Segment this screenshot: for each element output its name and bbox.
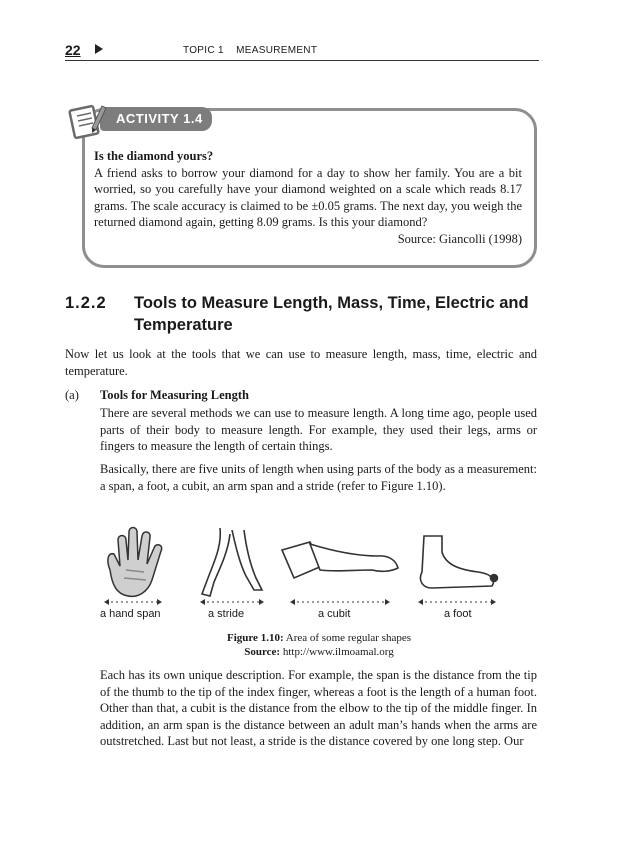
hand-illustration (108, 528, 162, 597)
activity-label: ACTIVITY 1.4 (116, 111, 203, 126)
header-topic: TOPIC 1 MEASUREMENT (183, 45, 318, 56)
paragraph-1: There are several methods we can use to measure length. A long time ago, people used parts of their body to measure length. For example, they used their legs, arms or fingers to measure the length of certain things. (100, 406, 537, 453)
item-label: (a) (65, 388, 79, 402)
section-title: Tools to Measure Length, Mass, Time, Electric and Temperature (134, 294, 529, 334)
activity-banner (100, 107, 212, 131)
paragraph-3: Each has its own unique description. For example, the span is the distance from the tip of the thumb to the tip of the index finger, whereas a foot is the length of a human foot. Other than that, a cubit is the distance from the elbow to the tip of the middle finger. In addition, an arm span is the distance between an adult man’s hands when the arms are outstretched. Last but not least, a stride is the distance covered by one long step. Our (100, 668, 537, 748)
label-stride: a stride (208, 608, 245, 620)
intro-paragraph: Now let us look at the tools that we can use to measure length, mass, time, electric and temperature. (65, 347, 537, 378)
stride-illustration (202, 528, 262, 596)
paragraph-2: Basically, there are five units of length when using parts of the body as a measurement: a span, a foot, a cubit, an arm span and a stride (refer to Figure 1.10). (100, 462, 537, 493)
activity-question: Is the diamond yours? (94, 149, 214, 163)
label-hand-span: a hand span (100, 608, 161, 620)
section-number: 1.2.2 (65, 294, 107, 312)
body-measurement-figure (96, 522, 500, 626)
running-header (65, 40, 539, 61)
activity-content (94, 148, 522, 247)
item-heading: Tools for Measuring Length (100, 388, 249, 402)
figure-caption: Figure 1.10: Area of some regular shapes (226, 632, 411, 644)
figure-source: Source: http://www.ilmoamal.org (244, 646, 394, 658)
notepad-pencil-icon (64, 98, 108, 142)
foot-illustration (420, 536, 497, 588)
label-cubit: a cubit (318, 608, 351, 620)
play-arrow-icon (95, 44, 103, 54)
activity-source: Source: Giancolli (1998) (397, 231, 522, 246)
cubit-illustration (282, 542, 398, 578)
figure-illustration (96, 522, 500, 608)
page-number: 22 (65, 42, 81, 58)
label-foot: a foot (444, 608, 472, 620)
activity-body: A friend asks to borrow your diamond for a day to show her family. You are a bit worried, so you carefully have your diamond weighted on a scale which reads 8.17 grams. The scale accuracy is claimed to be ±0.05 grams. The next day, you weigh the returned diamond again, getting 8.09 grams. Is this your diamond? (94, 165, 522, 229)
